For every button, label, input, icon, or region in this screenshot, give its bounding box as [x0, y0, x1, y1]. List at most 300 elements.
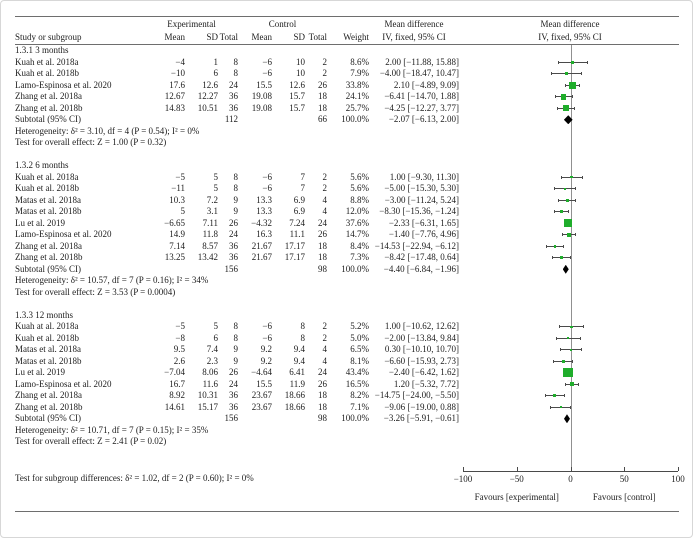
exp-mean: −8 [175, 332, 185, 343]
study-name: Kuah et al. 2018a [15, 56, 79, 67]
subtotal-row [15, 264, 679, 276]
effect-marker [567, 337, 569, 339]
exp-mean: 10.3 [169, 194, 185, 205]
ci-plot-header: IV, fixed, 95% CI [538, 31, 602, 42]
exp-total: 9 [233, 355, 238, 366]
ci-text: −8.42 [−17.48, 0.64] [384, 252, 459, 262]
exp-total: 26 [229, 217, 238, 228]
plot-cell [459, 367, 681, 379]
subtotal-label: Subtotal (95% CI) [15, 263, 81, 274]
study-row [15, 252, 679, 264]
study-name: Kuah et al. 2018a [15, 171, 79, 182]
plot-cell [459, 264, 681, 276]
ctrl-total: 18 [318, 102, 327, 113]
axis-tick [463, 467, 464, 471]
exp-sd [185, 114, 218, 126]
exp-sd: 7.11 [202, 217, 218, 228]
favours-experimental-label: Favours [experimental] [474, 492, 559, 502]
ctrl-total: 98 [318, 413, 327, 423]
exp-mean: 13.25 [164, 252, 185, 262]
effect-marker [560, 256, 563, 259]
ctrl-sd: 12.6 [289, 79, 305, 90]
study-column-header: Study or subgroup [15, 31, 82, 42]
effect-marker [563, 105, 569, 111]
weight-value: 8.1% [350, 355, 369, 366]
ctrl-mean: 9.2 [260, 344, 272, 354]
forest-body [15, 45, 679, 459]
plot-cell [459, 218, 681, 230]
study-name: Zhang et al. 2018b [15, 401, 83, 412]
exp-sd: 12.6 [202, 79, 218, 90]
ctrl-mean: −4.64 [251, 367, 272, 377]
ci-text: 2.10 [−4.89, 9.09] [393, 79, 459, 90]
ctrl-total-header: Total [308, 31, 327, 42]
ctrl-mean: 15.5 [256, 79, 272, 90]
exp-total: 36 [229, 390, 238, 400]
ctrl-mean: 23.67 [251, 390, 272, 400]
ctrl-total: 98 [318, 263, 327, 274]
exp-sd: 5 [213, 171, 218, 182]
effect-marker [566, 199, 569, 202]
weight-value: 5.0% [350, 332, 369, 343]
subgroup-differences-note: Test for subgroup differences: δ² = 1.02, df = 2 (P = 0.60); I² = 0% [15, 473, 254, 483]
study-row [15, 172, 679, 184]
weight-value: 100.0% [341, 114, 369, 124]
plot-cell [459, 448, 681, 460]
ctrl-total: 4 [322, 194, 327, 205]
exp-mean-header: Mean [164, 31, 185, 42]
axis-tick [517, 467, 518, 471]
plot-cell [459, 333, 681, 345]
weight-value: 5.2% [350, 321, 369, 331]
exp-total: 36 [229, 91, 238, 101]
exp-sd [185, 413, 218, 425]
effect-marker [563, 368, 572, 377]
weight-value: 24.1% [345, 91, 369, 101]
study-row [15, 333, 679, 345]
ctrl-mean: −6 [262, 56, 272, 67]
exp-sd: 11.6 [202, 378, 218, 389]
ctrl-mean: 19.08 [251, 91, 272, 101]
ctrl-sd: 6.41 [289, 367, 305, 377]
ctrl-sd: 18.66 [284, 390, 305, 400]
exp-sd: 13.42 [197, 252, 218, 262]
study-name: Lamo-Espinosa et al. 2020 [15, 79, 112, 90]
exp-mean: 2.6 [173, 355, 185, 366]
zero-line [571, 448, 572, 460]
study-name: Zhang et al. 2018a [15, 91, 82, 101]
spacer [15, 448, 459, 460]
ctrl-total: 2 [322, 68, 327, 78]
ci-text: −2.07 [−6.13, 2.00] [388, 114, 459, 124]
exp-sd: 8.57 [202, 240, 218, 251]
ctrl-sd [272, 413, 305, 425]
exp-sd-header: SD [206, 31, 218, 42]
ci-column-header: IV, fixed, 95% CI [382, 31, 446, 42]
plot-cell [459, 436, 681, 448]
ctrl-sd: 7 [300, 171, 305, 182]
ci-text: −6.41 [−14.70, 1.88] [384, 91, 459, 101]
exp-mean: −5 [175, 321, 185, 331]
exp-total: 24 [229, 378, 238, 389]
top-rule [15, 16, 679, 17]
axis-tick-label: 0 [568, 474, 573, 484]
weight-value: 16.5% [345, 378, 369, 389]
exp-sd: 1 [213, 56, 218, 67]
study-name: Kuah et al. 2018b [15, 183, 79, 193]
heterogeneity-row [15, 275, 679, 287]
exp-mean: 9.5 [173, 344, 185, 354]
heterogeneity-row [15, 425, 679, 437]
ctrl-total: 66 [318, 114, 327, 124]
ctrl-total: 18 [318, 401, 327, 412]
plot-cell [459, 80, 681, 92]
study-row [15, 229, 679, 241]
ctrl-sd: 9.4 [293, 355, 305, 366]
exp-mean: 5 [180, 206, 185, 216]
study-row [15, 183, 679, 195]
exp-total-header: Total [219, 31, 238, 42]
study-name: Kuah et al. 2018b [15, 68, 79, 78]
ci-text: −5.00 [−15.30, 5.30] [384, 183, 459, 193]
ci-text: −4.40 [−6.84, −1.96] [383, 263, 459, 274]
zero-line [571, 275, 572, 287]
plot-cell [459, 390, 681, 402]
study-name: Zhang et al. 2018b [15, 252, 83, 262]
ctrl-mean [238, 114, 272, 126]
ctrl-total: 24 [318, 367, 327, 377]
ci-text: −8.30 [−15.36, −1.24] [379, 206, 459, 216]
ci-text: 1.00 [−9.30, 11.30] [389, 171, 459, 182]
exp-mean [145, 114, 185, 126]
subtotal-diamond [564, 414, 570, 423]
favours-control-label: Favours [control] [592, 492, 656, 502]
spacer-row [15, 149, 679, 161]
plot-cell [459, 45, 681, 57]
ci-text: −1.40 [−7.76, 4.96] [388, 229, 459, 239]
weight-value: 43.4% [345, 367, 369, 377]
weight-value: 7.3% [350, 252, 369, 262]
plot-cell [459, 160, 681, 172]
exp-mean: −4 [175, 56, 185, 67]
plot-cell [459, 275, 681, 287]
study-name: Matas et al. 2018a [15, 194, 81, 205]
exp-total: 156 [224, 263, 238, 274]
plot-cell [459, 241, 681, 253]
study-row [15, 402, 679, 414]
study-row [15, 321, 679, 333]
ctrl-mean [238, 413, 272, 425]
study-name: Lu et al. 2019 [15, 367, 65, 377]
axis-tick-label: 100 [671, 474, 685, 484]
heterogeneity-text: Heterogeneity: δ² = 10.57, df = 7 (P = 0.16); I² = 34% [15, 275, 209, 285]
axis-tick-label: 50 [619, 474, 629, 484]
plot-cell [459, 413, 681, 425]
exp-mean: 14.9 [169, 229, 185, 239]
axis-row [15, 459, 685, 511]
heterogeneity-row [15, 126, 679, 138]
experimental-group-header: Experimental [167, 19, 216, 29]
weight-value: 8.2% [350, 390, 369, 400]
plot-cell [459, 206, 681, 218]
ctrl-sd [272, 264, 305, 276]
effect-marker [560, 406, 563, 409]
axis-tick [571, 467, 572, 471]
ctrl-total: 18 [318, 240, 327, 251]
plot-cell [459, 379, 681, 391]
subtotal-diamond [563, 265, 569, 274]
ctrl-sd: 6.9 [293, 206, 305, 216]
mean-difference-header-plot: Mean difference [540, 19, 600, 29]
study-row [15, 356, 679, 368]
exp-sd: 2.3 [206, 355, 218, 366]
plot-cell [459, 91, 681, 103]
ctrl-mean [238, 264, 272, 276]
ctrl-mean: 21.67 [251, 240, 272, 251]
effect-marker [570, 349, 572, 351]
overall-effect-row [15, 287, 679, 299]
zero-line [571, 149, 572, 161]
zero-line [571, 264, 572, 276]
effect-marker [570, 326, 572, 328]
header-group-row [15, 18, 679, 31]
study-row [15, 91, 679, 103]
exp-total: 36 [229, 102, 238, 113]
ctrl-sd: 18.66 [284, 401, 305, 412]
weight-value: 8.4% [350, 240, 369, 251]
exp-total: 8 [233, 332, 238, 343]
ctrl-sd [272, 114, 305, 126]
exp-mean [145, 413, 185, 425]
zero-line [571, 287, 572, 299]
ctrl-mean-header: Mean [251, 31, 272, 42]
exp-mean: −6.65 [164, 217, 185, 228]
effect-marker [564, 188, 566, 190]
ctrl-total: 26 [318, 229, 327, 239]
axis-tick [678, 467, 679, 471]
exp-total: 9 [233, 194, 238, 205]
ctrl-mean: −6 [262, 171, 272, 182]
weight-value: 33.8% [345, 79, 369, 90]
subtotal-label: Subtotal (95% CI) [15, 114, 81, 124]
ci-text: 1.20 [−5.32, 7.72] [393, 378, 459, 389]
ctrl-sd: 9.4 [293, 344, 305, 354]
spacer [15, 298, 459, 310]
study-name: Zhang et al. 2018a [15, 390, 82, 400]
exp-total: 36 [229, 240, 238, 251]
axis-tick-label: −50 [509, 474, 524, 484]
exp-total: 112 [224, 114, 238, 124]
exp-mean: 8.92 [169, 390, 185, 400]
plot-cell [459, 310, 681, 322]
axis-plot-cell [453, 459, 685, 511]
header-spacer [15, 18, 145, 31]
exp-mean: 14.83 [164, 102, 185, 113]
section-label-row [15, 160, 679, 172]
effect-marker [567, 233, 571, 237]
heterogeneity-text: Heterogeneity: δ² = 10.71, df = 7 (P = 0.15); I² = 35% [15, 424, 209, 435]
ctrl-sd: 8 [300, 332, 305, 343]
plot-cell [459, 137, 681, 149]
ctrl-sd: 7.24 [289, 217, 305, 228]
exp-sd: 7.2 [206, 194, 218, 205]
ci-text: −6.60 [−15.93, 2.73] [384, 355, 459, 366]
ci-text: −2.33 [−6.31, 1.65] [388, 217, 459, 228]
ci-text: −3.26 [−5.91, −0.61] [383, 413, 459, 423]
plot-cell [459, 149, 681, 161]
ctrl-total: 2 [322, 56, 327, 67]
weight-value: 14.7% [345, 229, 369, 239]
ctrl-sd: 17.17 [284, 252, 305, 262]
plot-cell [459, 321, 681, 333]
ctrl-total: 4 [322, 344, 327, 354]
axis-line [463, 471, 678, 472]
exp-mean: 12.67 [164, 91, 185, 101]
ctrl-mean: −6 [262, 321, 272, 331]
overall-effect-text: Test for overall effect: Z = 3.53 (P = 0.0004) [15, 286, 176, 297]
section-label-row [15, 45, 679, 57]
plot-cell [459, 298, 681, 310]
study-row [15, 241, 679, 253]
overall-effect-text: Test for overall effect: Z = 1.00 (P = 0.32) [15, 137, 167, 147]
effect-marker [570, 382, 574, 386]
exp-sd: 6 [213, 332, 218, 343]
weight-value: 100.0% [341, 263, 369, 274]
weight-value: 5.6% [350, 183, 369, 193]
plot-cell [459, 425, 681, 437]
effect-marker [561, 94, 567, 100]
header-column-row [15, 31, 679, 44]
study-row [15, 344, 679, 356]
exp-mean [145, 264, 185, 276]
ctrl-total: 4 [322, 355, 327, 366]
ctrl-sd: 11.1 [289, 229, 305, 239]
weight-column-header: Weight [343, 31, 369, 42]
ci-text: −2.00 [−13.84, 9.84] [384, 332, 459, 343]
ci-text: −14.53 [−22.94, −6.12] [374, 240, 459, 251]
ctrl-mean: −6 [262, 332, 272, 343]
study-name: Zhang et al. 2018b [15, 102, 83, 113]
zero-line [571, 298, 572, 310]
ctrl-sd: 10 [296, 68, 305, 78]
ctrl-sd: 7 [300, 183, 305, 193]
axis-tick [624, 467, 625, 471]
exp-total: 156 [224, 413, 238, 423]
weight-value: 7.1% [350, 401, 369, 412]
exp-total: 8 [233, 68, 238, 78]
study-name: Matas et al. 2018a [15, 344, 81, 354]
spacer-row [15, 448, 679, 460]
exp-sd: 10.31 [197, 390, 218, 400]
exp-total: 36 [229, 252, 238, 262]
effect-marker [553, 394, 556, 397]
weight-value: 5.6% [350, 171, 369, 182]
ci-text: 1.00 [−10.62, 12.62] [384, 321, 459, 331]
section-label-row [15, 310, 679, 322]
exp-sd: 12.27 [197, 91, 218, 101]
ctrl-sd: 15.7 [289, 91, 305, 101]
ctrl-mean: 9.2 [260, 355, 272, 366]
study-row [15, 195, 679, 207]
zero-line [571, 425, 572, 437]
exp-mean: −10 [170, 68, 185, 78]
ci-text: 2.00 [−11.88, 15.88] [385, 56, 459, 67]
ctrl-total: 18 [318, 91, 327, 101]
ctrl-total: 26 [318, 79, 327, 90]
zero-line [571, 413, 572, 425]
ctrl-mean: −6 [262, 183, 272, 193]
ci-text: −4.25 [−12.27, 3.77] [384, 102, 459, 113]
exp-sd: 15.17 [197, 401, 218, 412]
ctrl-mean: −6 [262, 68, 272, 78]
exp-total: 24 [229, 79, 238, 90]
ctrl-mean: 13.3 [256, 206, 272, 216]
effect-marker [564, 219, 572, 227]
ctrl-sd: 6.9 [293, 194, 305, 205]
ctrl-sd: 8 [300, 321, 305, 331]
axis-tick-label: −100 [453, 474, 473, 484]
subtotal-label: Subtotal (95% CI) [15, 413, 81, 423]
study-name: Lamo-Espinosa et al. 2020 [15, 229, 112, 239]
section-label: 1.3.1 3 months [15, 45, 69, 55]
effect-marker [565, 72, 568, 75]
ctrl-mean: 21.67 [251, 252, 272, 262]
exp-mean: −5 [175, 171, 185, 182]
plot-cell [459, 68, 681, 80]
zero-line [571, 390, 572, 402]
plot-cell [459, 183, 681, 195]
study-row [15, 68, 679, 80]
weight-value: 8.6% [350, 56, 369, 67]
effect-marker [569, 82, 576, 89]
ci-text: 0.30 [−10.10, 10.70] [384, 344, 459, 354]
study-name: Matas et al. 2018b [15, 206, 82, 216]
effect-marker [560, 210, 563, 213]
plot-cell [459, 57, 681, 69]
header-spacer [327, 18, 369, 31]
study-name: Kuah et al. 2018b [15, 332, 79, 343]
effect-marker [554, 245, 557, 248]
zero-line [571, 241, 572, 253]
exp-total: 8 [233, 171, 238, 182]
plot-cell [459, 126, 681, 138]
ctrl-mean: 13.3 [256, 194, 272, 205]
exp-sd: 8.06 [202, 367, 218, 377]
table-header [15, 18, 679, 43]
weight-value: 6.5% [350, 344, 369, 354]
mean-difference-header-text: Mean difference [384, 19, 444, 29]
ctrl-sd: 10 [296, 56, 305, 67]
ci-text: −14.75 [−24.00, −5.50] [374, 390, 459, 400]
exp-total: 8 [233, 56, 238, 67]
plot-cell [459, 172, 681, 184]
study-row [15, 206, 679, 218]
section-label: 1.3.2 6 months [15, 160, 69, 170]
plot-cell [459, 103, 681, 115]
spacer-row [15, 298, 679, 310]
study-name: Lu et al. 2019 [15, 217, 65, 228]
exp-sd: 11.8 [202, 229, 218, 239]
exp-mean: −11 [171, 183, 185, 193]
study-row [15, 379, 679, 391]
zero-line [571, 206, 572, 218]
exp-sd: 3.1 [206, 206, 218, 216]
overall-effect-row [15, 436, 679, 448]
plot-cell [459, 356, 681, 368]
overall-effect-text: Test for overall effect: Z = 2.41 (P = 0.02) [15, 436, 167, 446]
exp-sd: 10.51 [197, 102, 218, 113]
weight-value: 37.6% [345, 217, 369, 228]
